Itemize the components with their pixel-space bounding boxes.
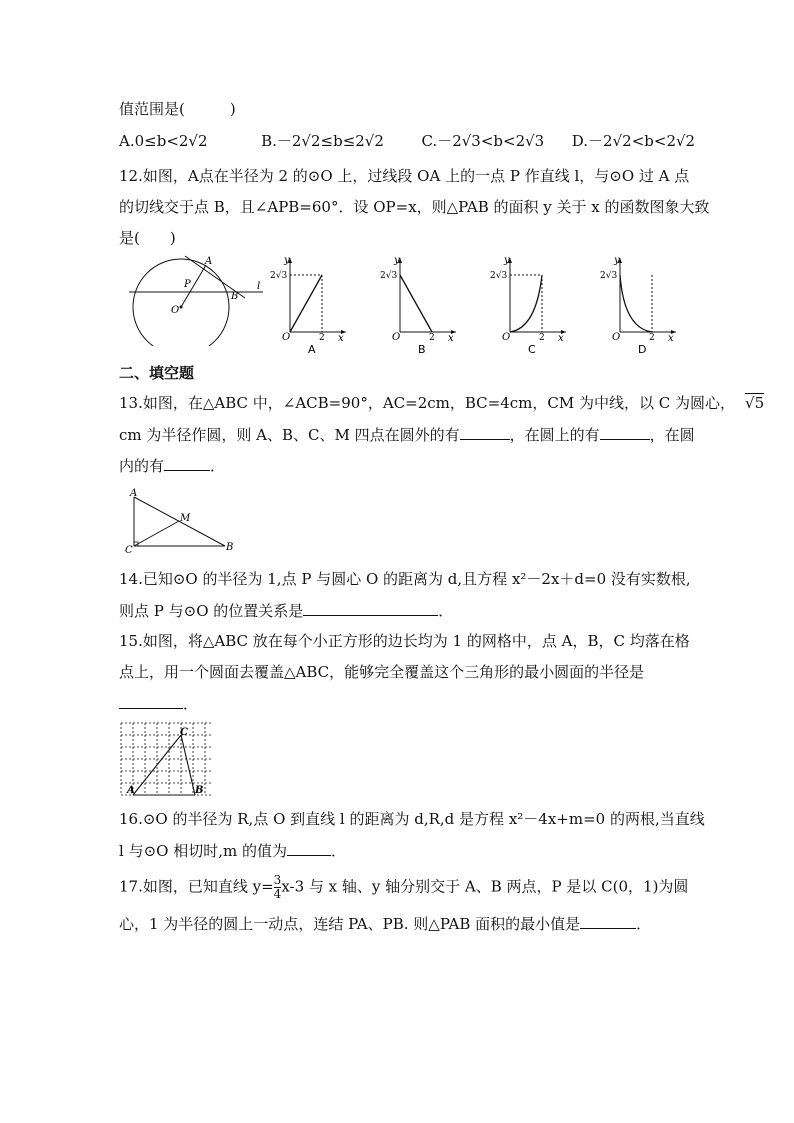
svg-text:2√3: 2√3 (380, 271, 398, 281)
q14-blank[interactable] (303, 601, 438, 616)
svg-text:O: O (612, 332, 621, 343)
sqrt5: √5 (745, 394, 765, 412)
graph-d-label: D (638, 343, 647, 356)
q11-options (119, 132, 695, 150)
svg-text:2√3: 2√3 (270, 271, 288, 281)
q13-blank-inside[interactable] (164, 456, 210, 471)
q12-graph-a (268, 254, 348, 356)
graph-b-label: B (418, 343, 426, 356)
q11-option-b: B.－2√2≤b≤2√2 (261, 132, 384, 150)
label-a: A (205, 256, 213, 267)
q12-circle-figure (125, 254, 265, 346)
q13-triangle-figure (122, 487, 240, 555)
label-p: P (184, 279, 191, 290)
q15-line2: 点上，用一个圆面去覆盖△ABC，能够完全覆盖这个三角形的最小圆面的半径是 (119, 663, 645, 681)
q12-line1: 12.如图，A点在半径为 2 的⊙O 上，过线段 OA 上的一点 P 作直线 l，与⊙O 过 A 点 (119, 167, 690, 185)
label-b: B (195, 785, 204, 796)
label-c: C (125, 545, 133, 555)
q16-line1: 16.⊙O 的半径为 R,点 O 到直线 l 的距离为 d,R,d 是方程 x²－4x+m=0 的两根,当直线 (119, 810, 705, 828)
label-l: l (257, 281, 261, 292)
q12-line3: 是( ) (119, 229, 176, 247)
q11-option-a: A.0≤b<2√2 (119, 132, 208, 150)
label-o: O (171, 305, 180, 316)
q12-graph-c (488, 254, 568, 356)
svg-text:2√3: 2√3 (600, 271, 618, 281)
label-b: B (231, 291, 239, 302)
label-m: M (180, 513, 191, 524)
q17-blank[interactable] (580, 914, 636, 929)
svg-text:y: y (284, 255, 290, 266)
q14-line1: 14.已知⊙O 的半径为 1,点 P 与圆心 O 的距离为 d,且方程 x²－2x＋d=0 没有实数根, (119, 570, 691, 588)
q17-line1: 17.如图，已知直线 y= $\frac{3}{4}$ x-3 与 x 轴、y 轴分别交于 A、B 两点，P 是以 C(0，1)为圆 (119, 873, 689, 901)
svg-text:y: y (394, 255, 400, 266)
q15-line3: ． (119, 694, 198, 713)
graph-c-label: C (528, 343, 536, 356)
svg-text:x: x (668, 333, 674, 344)
q12-graph-d (598, 254, 678, 356)
q11-stem-tail: 值范围是( ) (119, 100, 236, 118)
q15-grid-figure (118, 720, 214, 800)
q11-option-d: D.－2√2<b<2√2 (571, 132, 696, 150)
svg-text:O: O (502, 332, 511, 343)
q16-blank[interactable] (287, 841, 331, 856)
q13-blank-on[interactable] (600, 425, 650, 440)
q11-option-c: C.－2√3<b<2√3 (421, 132, 545, 150)
svg-text:2: 2 (429, 333, 435, 343)
q12-graph-b (378, 254, 458, 356)
svg-text:x: x (558, 333, 564, 344)
section-title: 二、填空题 (119, 364, 195, 382)
graph-a-label: A (308, 343, 316, 356)
label-c: C (180, 727, 188, 738)
q13-line1: 13.如图，在△ABC 中，∠ACB=90°，AC=2cm，BC=4cm，CM 为中线，以 C 为圆心， √5 (119, 394, 765, 412)
q15-blank[interactable] (119, 694, 183, 709)
q13-line3: 内的有 ． (119, 457, 226, 475)
svg-text:2: 2 (649, 333, 655, 343)
svg-text:2√3: 2√3 (490, 271, 508, 281)
q13-line2: cm 为半径作圆，则 A、B、C、M 四点在圆外的有 ，在圆上的有 ，在圆 (119, 426, 695, 444)
svg-text:O: O (392, 332, 401, 343)
svg-text:x: x (448, 333, 454, 344)
svg-text:2: 2 (539, 333, 545, 343)
svg-text:O: O (282, 332, 291, 343)
q14-line2: 则点 P 与⊙O 的位置关系是 ． (119, 602, 454, 620)
svg-text:x: x (338, 333, 344, 344)
fraction-3-4: $\frac{3}{4}$ (273, 873, 282, 901)
svg-text:2: 2 (319, 333, 325, 343)
label-b: B (226, 542, 234, 553)
q16-line2: l 与⊙O 相切时,m 的值为 ． (119, 842, 346, 860)
svg-text:y: y (614, 255, 620, 266)
q15-line1: 15.如图，将△ABC 放在每个小正方形的边长均为 1 的网格中，点 A，B，C 均落在格 (119, 632, 690, 650)
label-a: A (130, 488, 138, 499)
label-a: A (127, 785, 135, 796)
svg-text:y: y (504, 255, 510, 266)
q13-blank-outside[interactable] (460, 425, 510, 440)
q12-line2: 的切线交于点 B，且∠APB=60°．设 OP=x，则△PAB 的面积 y 关于 x 的函数图象大致 (119, 198, 710, 216)
q17-line2: 心，1 为半径的圆上一动点，连结 PA、PB. 则△PAB 面积的最小值是 ． (119, 915, 652, 933)
